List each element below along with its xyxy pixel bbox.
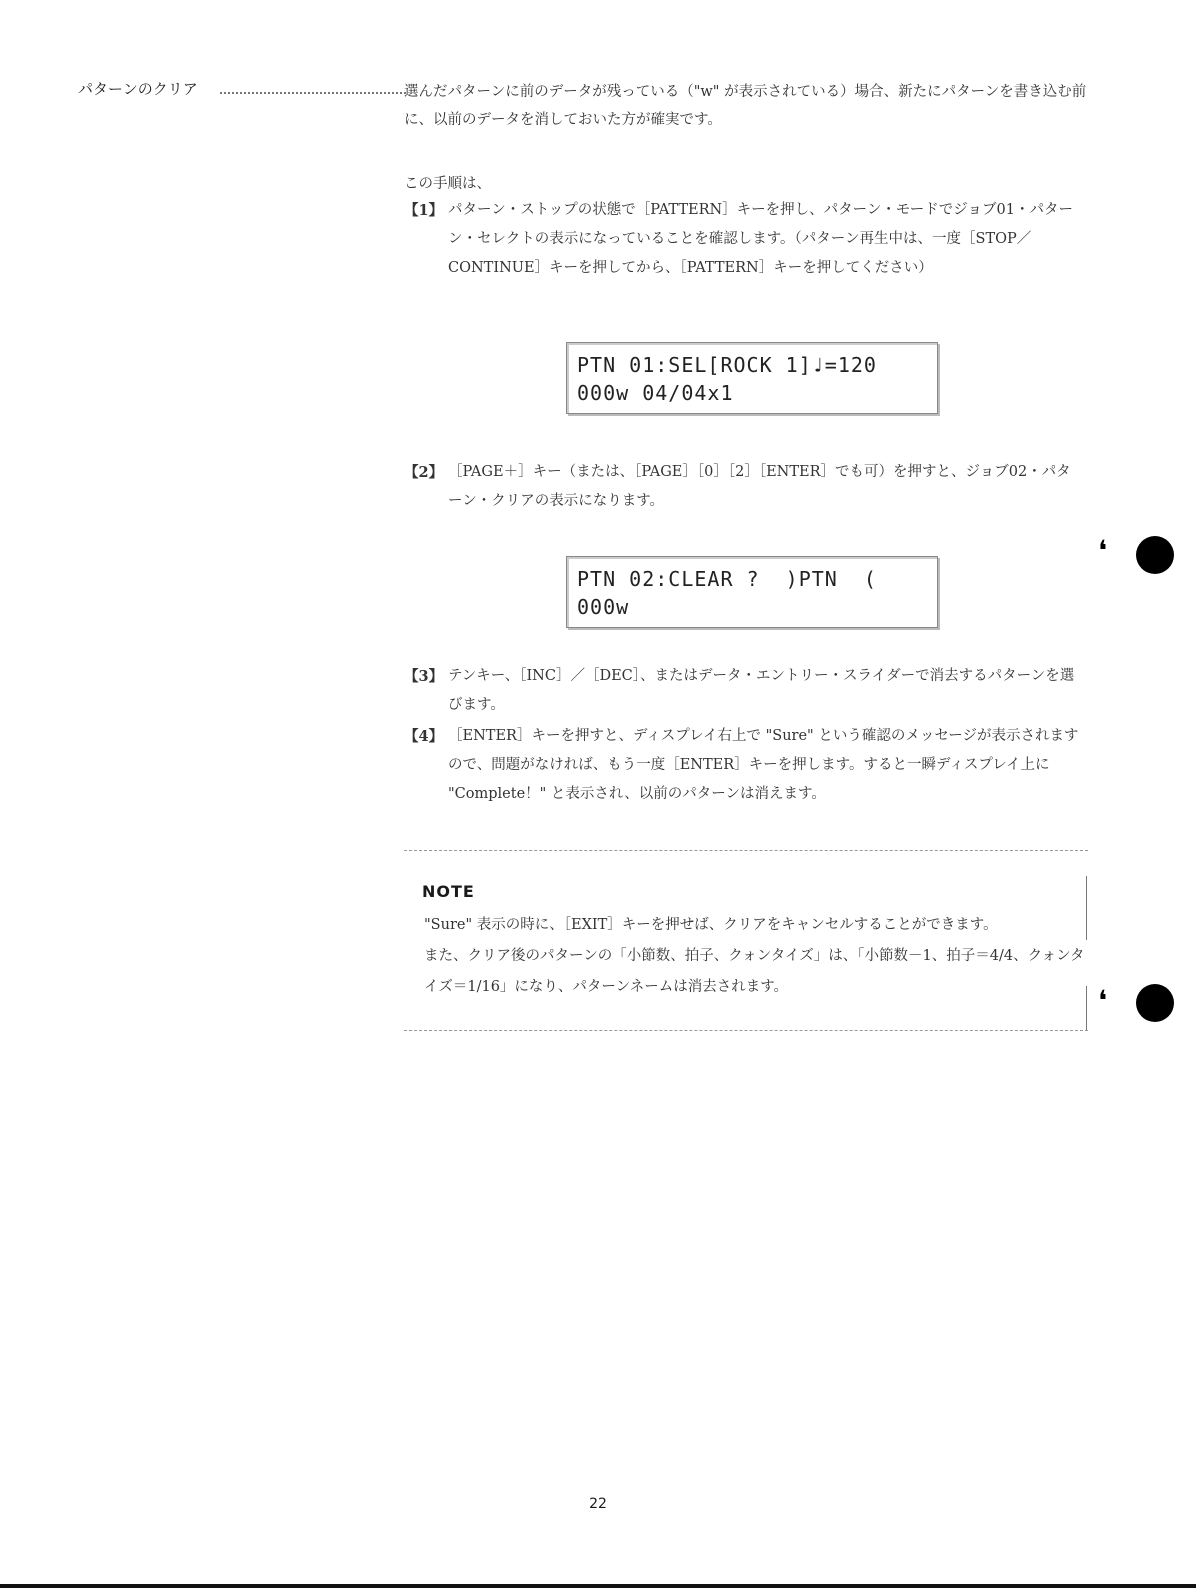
note-top-rule — [404, 850, 1088, 851]
procedure-lead: この手順は、 — [404, 176, 491, 192]
note-line-2: また、クリア後のパターンの「小節数、拍子、クォンタイズ」は、「小節数－1、拍子＝4/4、クォンタイズ＝1/16」になり、パターンネームは消去されます。 — [424, 948, 1085, 995]
margin-dot-icon — [1136, 536, 1174, 574]
lcd-line-2: 000w — [577, 595, 630, 619]
step-number: 【3】 — [404, 668, 444, 685]
note-title: NOTE — [422, 882, 475, 901]
page-number: 22 — [589, 1496, 607, 1512]
leader-dots — [220, 80, 406, 94]
lcd-line-2: 000w 04/04x1 — [577, 381, 734, 405]
step-number: 【2】 — [404, 464, 444, 481]
note-line-1: "Sure" 表示の時に、［EXIT］キーを押せば、クリアをキャンセルすることができます。 — [424, 917, 998, 933]
lcd-line-1: PTN 01:SEL[ROCK 1]♩=120 — [577, 353, 877, 377]
lcd-display-clear — [566, 556, 938, 628]
step-text: ［PAGE＋］キー（または、［PAGE］［0］［2］［ENTER］でも可）を押すと、ジョブ02・パターン・クリアの表示になります。 — [448, 464, 1071, 509]
note-right-border — [1086, 876, 1087, 940]
step-3 — [404, 662, 1084, 720]
step-text: ［ENTER］キーを押すと、ディスプレイ右上で "Sure" という確認のメッセージが表示されますので、問題がなければ、もう一度［ENTER］キーを押します。すると一瞬ディスプレイ上に "Complete！" と表示され、以前のパターンは消えます。 — [448, 728, 1079, 802]
step-text: テンキー、［INC］／［DEC］、またはデータ・エントリー・スライダーで消去するパターンを選びます。 — [448, 668, 1075, 713]
step-text: パターン・ストップの状態で［PATTERN］キーを押し、パターン・モードでジョブ01・パターン・セレクトの表示になっていることを確認します。（パターン再生中は、一度［STOP／CONTINUE］キーを押してから、［PATTERN］キーを押してください） — [448, 202, 1073, 276]
step-1 — [404, 196, 1084, 283]
margin-mark-icon: ❛ — [1098, 534, 1108, 567]
note-bottom-rule — [404, 1030, 1088, 1031]
note-right-border-lower — [1086, 986, 1087, 1030]
margin-dot-icon — [1136, 984, 1174, 1022]
note-body — [424, 910, 1088, 1003]
step-4 — [404, 722, 1084, 809]
section-heading: パターンのクリア — [78, 80, 198, 98]
bottom-edge — [0, 1584, 1196, 1588]
margin-mark-icon: ❛ — [1098, 984, 1108, 1017]
lcd-line-1: PTN 02:CLEAR ? )PTN ( — [577, 567, 877, 591]
step-number: 【1】 — [404, 202, 444, 219]
step-2 — [404, 458, 1084, 516]
step-number: 【4】 — [404, 728, 444, 745]
lcd-display-select — [566, 342, 938, 414]
intro-text: 選んだパターンに前のデータが残っている（"w" が表示されている）場合、新たにパターンを書き込む前に、以前のデータを消しておいた方が確実です。 — [404, 84, 1087, 128]
